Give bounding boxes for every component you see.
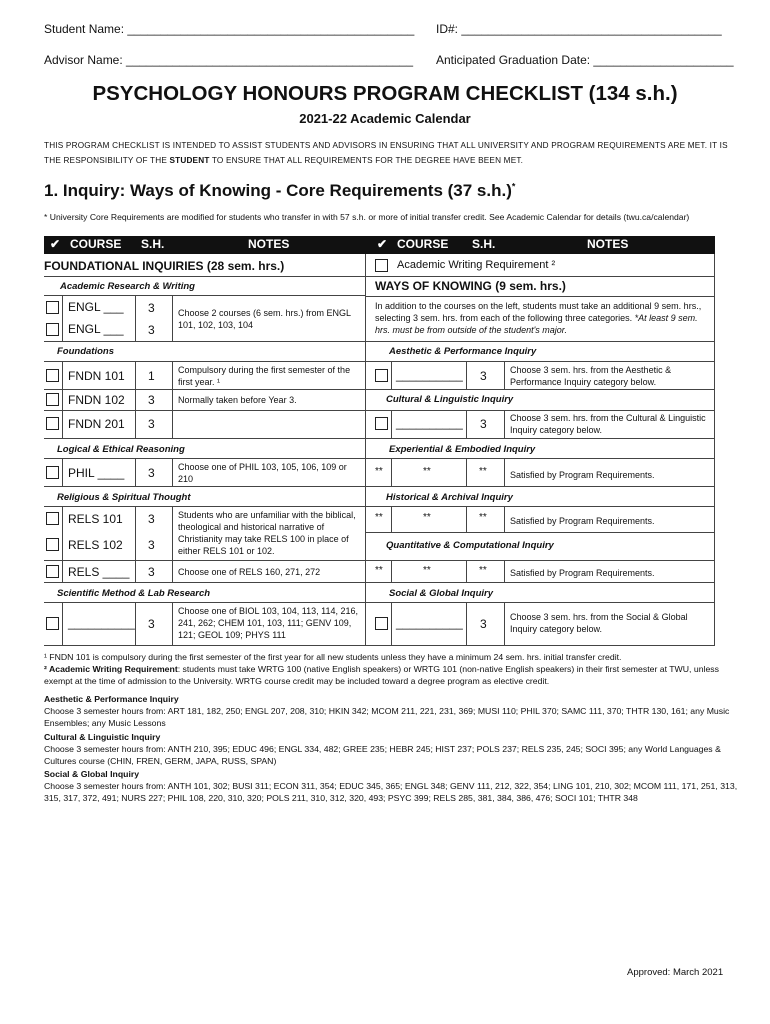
sh-fndn102: 3 — [148, 393, 155, 407]
sh-engl-2: 3 — [148, 323, 155, 337]
category-historical: Historical & Archival Inquiry — [386, 492, 513, 503]
course-header: COURSE — [70, 237, 122, 251]
note-historical: Satisfied by Program Requirements. — [510, 516, 655, 526]
course-social-blank[interactable]: __________ — [396, 616, 463, 630]
divider — [365, 602, 715, 603]
col-sep — [172, 506, 173, 582]
sh-cultural: 3 — [480, 417, 487, 431]
col-sep — [391, 506, 392, 532]
star-sh: ** — [479, 466, 487, 477]
col-sep — [172, 361, 173, 438]
star-course: ** — [423, 565, 431, 576]
note-social: Choose 3 sem. hrs. from the Social & Global Inquiry category below. — [510, 612, 688, 634]
sh-rels101: 3 — [148, 512, 155, 526]
note-engl: Choose 2 courses (6 sem. hrs.) from ENGL 101, 102, 103, 104 — [178, 308, 351, 330]
col-sep — [466, 458, 467, 486]
checkbox-phil[interactable] — [46, 466, 59, 479]
sh-fndn101: 1 — [148, 369, 155, 383]
course-rels-other: RELS ____ — [68, 565, 130, 579]
cultural-list-heading: Cultural & Linguistic Inquiry — [44, 732, 161, 742]
note-experiential: Satisfied by Program Requirements. — [510, 470, 655, 480]
note-quantitative: Satisfied by Program Requirements. — [510, 568, 655, 578]
star-course: ** — [423, 512, 431, 523]
student-name-field[interactable]: Student Name: ___________________________________________ — [44, 22, 415, 36]
col-sep — [62, 295, 63, 341]
course-phil: PHIL ____ — [68, 466, 125, 480]
social-list — [44, 768, 739, 804]
checkbox-social[interactable] — [375, 617, 388, 630]
sh-social: 3 — [480, 617, 487, 631]
divider — [44, 486, 365, 487]
note-rels-other: Choose one of RELS 160, 271, 272 — [178, 567, 321, 577]
divider — [365, 389, 715, 390]
academic-writing-requirement: Academic Writing Requirement ² — [397, 259, 556, 271]
divider — [44, 458, 365, 459]
id-field[interactable]: ID#: _______________________________________ — [436, 22, 722, 36]
sh-fndn201: 3 — [148, 417, 155, 431]
sh-header: S.H. — [141, 237, 165, 251]
checkbox-academic-writing[interactable] — [375, 259, 388, 272]
col-sep — [504, 602, 505, 645]
course-fndn102: FNDN 102 — [68, 393, 125, 407]
divider — [44, 341, 365, 342]
category-academic-research: Academic Research & Writing — [60, 281, 195, 292]
col-sep — [466, 361, 467, 389]
star-check: ** — [375, 466, 383, 477]
checkbox-science[interactable] — [46, 617, 59, 630]
category-cultural: Cultural & Linguistic Inquiry — [386, 394, 514, 405]
col-sep — [466, 410, 467, 438]
table-bottom-border — [44, 645, 715, 646]
note-rels: Students who are unfamiliar with the biblical, theological and historical narrative of Christianity may take RELS 100 in place of either RELS 101 or 102. — [178, 510, 356, 556]
divider — [44, 410, 365, 411]
col-sep — [466, 506, 467, 532]
cultural-list — [44, 731, 739, 767]
course-engl-1: ENGL ___ — [68, 300, 124, 314]
note-aesthetic: Choose 3 sem. hrs. from the Aesthetic & Performance Inquiry category below. — [510, 365, 672, 387]
divider — [365, 532, 715, 533]
col-sep — [172, 295, 173, 341]
category-experiential: Experiential & Embodied Inquiry — [389, 444, 536, 455]
course-fndn101: FNDN 101 — [68, 369, 125, 383]
note-cultural: Choose 3 sem. hrs. from the Cultural & Linguistic Inquiry category below. — [510, 413, 706, 435]
col-sep — [135, 602, 136, 645]
aesthetic-list-heading: Aesthetic & Performance Inquiry — [44, 694, 179, 704]
divider — [44, 438, 365, 439]
divider — [365, 276, 715, 277]
ways-intro: In addition to the courses on the left, students must take an additional 9 sem. hrs., selecting 3 sem. hrs. from each of the following three categories. *At least 9 sem. hrs. must be from outside of the student's major. — [375, 301, 702, 335]
social-list-text: Choose 3 semester hours from: ANTH 101, 302; BUSI 311; ECON 311, 354; EDUC 345, 365; ENGL 348; GENV 111, 212, 322, 354; LING 101, 210, 302; MCOM 111, 171, 251, 313, 315, 317, 372, 491; NURS 227; PHIL 108, 220, 310, 320; POLS 211, 310, 312, 320, 493; PSYC 399; RELS 285, 381, 384, 386, 476; SOCI 101; THTR 348 — [44, 781, 738, 803]
course-rels101: RELS 101 — [68, 512, 123, 526]
checkbox-aesthetic[interactable] — [375, 369, 388, 382]
checkbox-cultural[interactable] — [375, 417, 388, 430]
col-sep — [135, 506, 136, 582]
cultural-list-text: Choose 3 semester hours from: ANTH 210, 395; EDUC 496; ENGL 334, 482; GREE 235; HEBR 245; HIST 237; POLS 237; RELS 235, 245; SOCI 395; any World Languages & Cultures course (CHIN, FREN, GERM, JAPA, RUSS, SPAN) — [44, 744, 721, 766]
sh-header-right: S.H. — [472, 237, 496, 251]
col-sep — [504, 361, 505, 389]
course-fndn201: FNDN 201 — [68, 417, 125, 431]
sh-phil: 3 — [148, 466, 155, 480]
star-check: ** — [375, 565, 383, 576]
col-sep — [504, 506, 505, 532]
divider — [44, 560, 365, 561]
divider — [365, 438, 715, 439]
sh-engl-1: 3 — [148, 301, 155, 315]
program-notice: THIS PROGRAM CHECKLIST IS INTENDED TO ASSIST STUDENTS AND ADVISORS IN ENSURING THAT ALL UNIVERSITY AND PROGRAM REQUIREMENTS ARE MET. IT IS THE RESPONSIBILITY OF THE STUDENT TO ENSURE THAT ALL REQUIREMENTS FOR THE DEGREE HAVE BEEN MET. — [44, 141, 728, 165]
check-header-right: ✔ — [377, 237, 388, 251]
checkbox-engl-2[interactable] — [46, 323, 59, 336]
divider — [44, 276, 365, 277]
category-scientific: Scientific Method & Lab Research — [57, 588, 211, 599]
category-logical-ethical: Logical & Ethical Reasoning — [57, 444, 185, 455]
notes-header-right: NOTES — [587, 237, 629, 251]
approved-date: Approved: March 2021 — [627, 967, 724, 978]
divider — [365, 296, 715, 297]
aesthetic-list — [44, 693, 739, 729]
table-center-divider — [365, 254, 366, 646]
advisor-name-field[interactable]: Advisor Name: ___________________________________________ — [44, 53, 413, 67]
col-sep — [135, 361, 136, 438]
course-aesthetic-blank[interactable]: __________ — [396, 368, 463, 382]
divider — [44, 295, 365, 296]
page-title: PSYCHOLOGY HONOURS PROGRAM CHECKLIST (134 s.h.) — [92, 82, 678, 105]
category-aesthetic: Aesthetic & Performance Inquiry — [389, 346, 537, 357]
note-science: Choose one of BIOL 103, 104, 113, 114, 216, 241, 262; CHEM 101, 103, 111; GENV 109, 121; GEOL 109; PHYS 111 — [178, 606, 358, 640]
footnote-1: ¹ FNDN 101 is compulsory during the first semester of the first year for all new students unless they have a minimum 24 sem. hrs. initial transfer credit. — [44, 652, 622, 662]
sh-aesthetic: 3 — [480, 369, 487, 383]
divider — [44, 602, 365, 603]
table-header — [44, 236, 715, 254]
divider — [365, 458, 715, 459]
divider — [365, 486, 715, 487]
sh-rels-other: 3 — [148, 565, 155, 579]
divider — [44, 582, 365, 583]
course-cultural-blank[interactable]: __________ — [396, 416, 463, 430]
divider — [365, 410, 715, 411]
star-sh: ** — [479, 512, 487, 523]
foundational-heading: FOUNDATIONAL INQUIRIES (28 sem. hrs.) — [44, 259, 285, 273]
divider — [365, 361, 715, 362]
col-sep — [135, 458, 136, 486]
course-header-right: COURSE — [397, 237, 449, 251]
aesthetic-list-text: Choose 3 semester hours from: ART 181, 182, 250; ENGL 207, 208, 310; HKIN 342; MCOM 211, 221, 231, 369; MUSI 110; PHIL 370; SAMC 111, 370; THTR 130, 161; any Music Ensembles; any Music Lessons — [44, 706, 730, 728]
section-note: * University Core Requirements are modified for students who transfer in with 57 s.h. or more of initial transfer credit. See Academic Calendar for details (twu.ca/calendar) — [44, 212, 690, 222]
divider — [44, 389, 365, 390]
category-social-global: Social & Global Inquiry — [389, 588, 493, 599]
star-check: ** — [375, 512, 383, 523]
col-sep — [391, 560, 392, 582]
col-sep — [391, 410, 392, 438]
col-sep — [62, 458, 63, 486]
divider — [365, 506, 715, 507]
note-phil: Choose one of PHIL 103, 105, 106, 109 or 210 — [178, 462, 347, 484]
col-sep — [504, 560, 505, 582]
col-sep — [391, 361, 392, 389]
category-religious-spiritual: Religious & Spiritual Thought — [57, 492, 191, 503]
checkbox-fndn201[interactable] — [46, 417, 59, 430]
divider — [44, 506, 365, 507]
footnote-2: ² Academic Writing Requirement: students must take WRTG 100 (native English speakers) or WRTG 101 (non-native English speakers) in their first semester at TWU, unless exempt at the time of admission to the University. WRTG course credit may be included toward a degree program as elective credit. — [44, 664, 719, 686]
notes-header: NOTES — [248, 237, 290, 251]
category-foundations: Foundations — [57, 346, 114, 357]
col-sep — [466, 560, 467, 582]
course-engl-2: ENGL ___ — [68, 322, 124, 336]
divider — [365, 341, 715, 342]
table-right-border — [714, 254, 715, 646]
category-quantitative: Quantitative & Computational Inquiry — [386, 540, 554, 551]
checkbox-fndn102[interactable] — [46, 393, 59, 406]
col-sep — [172, 458, 173, 486]
col-sep — [504, 458, 505, 486]
star-course: ** — [423, 466, 431, 477]
divider — [365, 560, 715, 561]
col-sep — [504, 410, 505, 438]
col-sep — [466, 602, 467, 645]
star-sh: ** — [479, 565, 487, 576]
col-sep — [135, 295, 136, 341]
divider — [365, 582, 715, 583]
checkbox-rels102[interactable] — [46, 538, 59, 551]
graduation-date-field[interactable]: Anticipated Graduation Date: _____________________ — [436, 53, 734, 67]
sh-rels102: 3 — [148, 538, 155, 552]
course-rels102: RELS 102 — [68, 538, 123, 552]
col-sep — [62, 361, 63, 438]
checkbox-rels-other[interactable] — [46, 565, 59, 578]
divider — [44, 361, 365, 362]
note-fndn101: Compulsory during the first semester of the first year. ¹ — [178, 365, 351, 387]
checkbox-fndn101[interactable] — [46, 369, 59, 382]
col-sep — [62, 602, 63, 645]
col-sep — [391, 458, 392, 486]
course-science-blank[interactable]: __________ — [68, 616, 135, 630]
col-sep — [391, 602, 392, 645]
col-sep — [172, 602, 173, 645]
checkbox-engl-1[interactable] — [46, 301, 59, 314]
social-list-heading: Social & Global Inquiry — [44, 769, 140, 779]
checkbox-rels101[interactable] — [46, 512, 59, 525]
note-fndn102: Normally taken before Year 3. — [178, 395, 297, 405]
section-title: 1. Inquiry: Ways of Knowing - Core Requirements (37 s.h.)* — [44, 181, 516, 200]
sh-science: 3 — [148, 617, 155, 631]
page-subtitle: 2021-22 Academic Calendar — [299, 111, 471, 126]
ways-of-knowing-heading: WAYS OF KNOWING (9 sem. hrs.) — [375, 279, 566, 293]
col-sep — [62, 506, 63, 582]
check-header: ✔ — [50, 237, 61, 251]
